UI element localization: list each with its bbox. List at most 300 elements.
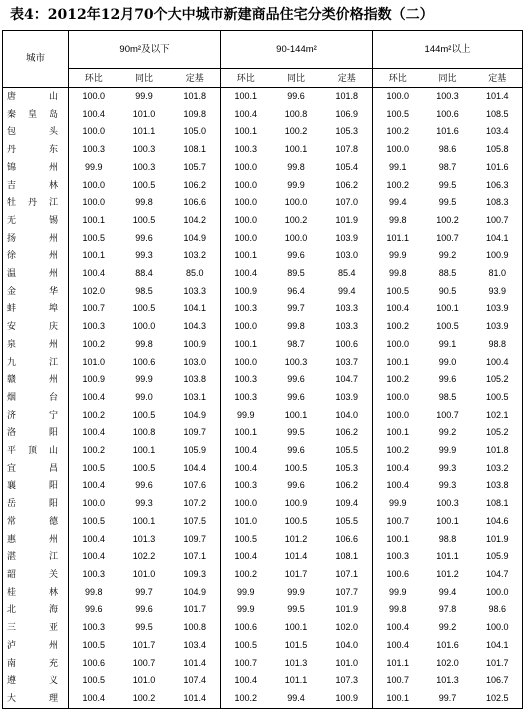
index-value: 100.9: [284, 498, 308, 509]
index-value: 100.2: [373, 123, 423, 141]
index-value: 100.9: [473, 247, 523, 265]
table-row: [3, 354, 523, 372]
table-row: [3, 230, 523, 248]
index-value: 99.7: [135, 586, 153, 597]
index-value: 100.0: [69, 177, 119, 195]
city-name: 韶关: [3, 566, 69, 584]
index-value: 100.6: [373, 566, 423, 584]
city-name: 扬州: [3, 230, 69, 248]
index-value: 105.8: [473, 141, 523, 159]
index-value: 105.5: [335, 515, 359, 526]
city-name: 遵义: [3, 672, 69, 690]
index-value: 99.5: [287, 427, 305, 438]
index-value: 99.9: [221, 584, 271, 602]
index-value: 101.4: [284, 551, 308, 562]
index-value: 100.2: [436, 214, 459, 225]
index-value: 100.2: [69, 407, 119, 425]
city-name: 襄阳: [3, 477, 69, 495]
index-value: 100.0: [69, 123, 119, 141]
index-value: 99.2: [438, 250, 457, 261]
index-value: 101.7: [183, 604, 207, 615]
index-value: 100.1: [284, 622, 308, 633]
index-value: 100.5: [69, 230, 119, 248]
index-value: 99.4: [338, 285, 356, 296]
index-value: 103.9: [335, 232, 359, 243]
city-name: 徐州: [3, 247, 69, 265]
index-value: 100.4: [373, 300, 423, 318]
city-name: 岳阳: [3, 495, 69, 513]
index-value: 103.8: [183, 374, 207, 385]
index-value: 100.7: [132, 657, 156, 668]
index-value: 98.5: [135, 285, 153, 296]
index-value: 88.5: [438, 268, 457, 279]
index-value: 100.3: [221, 141, 271, 159]
index-value: 100.4: [69, 424, 119, 442]
index-value: 104.1: [473, 230, 523, 248]
index-value: 100.5: [132, 462, 156, 473]
index-value: 100.4: [221, 106, 271, 124]
index-value: 103.4: [473, 123, 523, 141]
index-value: 100.1: [221, 336, 271, 354]
city-name: 烟台: [3, 389, 69, 407]
city-name: 北海: [3, 601, 69, 619]
index-value: 100.4: [221, 265, 271, 283]
index-value: 98.6: [438, 144, 457, 155]
index-value: 106.2: [335, 480, 359, 491]
index-value: 100.7: [436, 232, 459, 243]
index-value: 100.4: [473, 354, 523, 372]
index-value: 99.9: [373, 247, 423, 265]
index-value: 100.3: [221, 389, 271, 407]
index-value: 104.2: [183, 214, 207, 225]
index-value: 108.5: [473, 106, 523, 124]
index-value: 104.9: [183, 586, 207, 597]
index-value: 99.9: [373, 495, 423, 513]
table-row: [3, 106, 523, 124]
city-name: 洛阳: [3, 424, 69, 442]
index-value: 104.6: [473, 513, 523, 531]
index-value: 100.0: [373, 141, 423, 159]
index-value: 100.2: [373, 177, 423, 195]
index-value: 100.4: [69, 389, 119, 407]
index-value: 101.6: [436, 639, 459, 650]
index-value: 101.4: [473, 88, 523, 106]
table-row: [3, 389, 523, 407]
table-row: [3, 336, 523, 354]
table-row: [3, 318, 523, 336]
table-row: [3, 690, 523, 708]
index-value: 100.1: [221, 247, 271, 265]
index-value: 100.1: [69, 212, 119, 230]
index-value: 100.3: [436, 498, 459, 509]
index-value: 100.5: [284, 515, 308, 526]
index-value: 100.4: [221, 460, 271, 478]
index-value: 108.1: [183, 144, 207, 155]
index-value: 99.6: [287, 250, 305, 261]
index-value: 101.0: [132, 568, 156, 579]
city-name: 蚌埠: [3, 300, 69, 318]
index-value: 102.0: [69, 283, 119, 301]
index-value: 100.9: [183, 338, 207, 349]
index-value: 105.3: [335, 462, 359, 473]
index-value: 100.5: [373, 106, 423, 124]
index-value: 104.0: [335, 409, 359, 420]
table-row: [3, 601, 523, 619]
index-value: 99.8: [69, 584, 119, 602]
index-value: 101.9: [473, 531, 523, 549]
index-value: 107.0: [335, 197, 359, 208]
index-value: 105.3: [335, 126, 359, 137]
index-value: 100.1: [373, 424, 423, 442]
index-value: 103.3: [183, 285, 207, 296]
index-value: 101.1: [284, 675, 308, 686]
index-value: 100.8: [132, 427, 156, 438]
index-value: 99.9: [135, 374, 153, 385]
index-value: 99.7: [423, 690, 473, 708]
city-name: 锦州: [3, 159, 69, 177]
city-name: 桂林: [3, 584, 69, 602]
index-value: 100.6: [436, 108, 459, 119]
index-value: 100.4: [373, 477, 423, 495]
index-value: 100.0: [221, 354, 271, 372]
index-value: 100.1: [284, 144, 308, 155]
city-name: 泸州: [3, 637, 69, 655]
table-row: [3, 407, 523, 425]
metric-header-row: [3, 69, 523, 88]
index-value: 99.6: [135, 604, 153, 615]
index-value: 100.5: [373, 283, 423, 301]
table-row: [3, 655, 523, 673]
index-value: 100.5: [69, 637, 119, 655]
index-value: 85.0: [185, 268, 204, 279]
city-name: 唐山: [3, 88, 69, 106]
index-value: 100.5: [473, 389, 523, 407]
index-value: 99.9: [221, 407, 271, 425]
index-value: 102.0: [436, 657, 459, 668]
city-name: 温州: [3, 265, 69, 283]
index-value: 100.2: [69, 442, 119, 460]
index-value: 103.1: [183, 391, 207, 402]
index-value: 101.1: [373, 655, 423, 673]
index-value: 100.5: [132, 303, 156, 314]
index-value: 100.1: [373, 531, 423, 549]
index-value: 100.7: [473, 212, 523, 230]
index-value: 103.0: [335, 250, 359, 261]
index-value: 99.3: [135, 250, 153, 261]
index-value: 104.7: [473, 566, 523, 584]
city-name: 包头: [3, 123, 69, 141]
index-value: 104.1: [183, 303, 207, 314]
index-value: 100.3: [132, 144, 156, 155]
city-name: 常德: [3, 513, 69, 531]
index-value: 101.5: [284, 639, 308, 650]
index-value: 97.8: [438, 604, 457, 615]
index-value: 106.2: [335, 179, 359, 190]
index-value: 102.0: [335, 622, 359, 633]
index-value: 100.5: [221, 637, 271, 655]
index-value: 99.5: [438, 179, 457, 190]
price-index-table: [2, 30, 523, 709]
index-value: 99.9: [69, 159, 119, 177]
index-value: 100.5: [69, 513, 119, 531]
table-row: [3, 159, 523, 177]
table-row: [3, 88, 523, 106]
index-value: 100.0: [284, 197, 308, 208]
index-value: 100.0: [373, 407, 423, 425]
index-value: 107.2: [183, 498, 207, 509]
index-value: 100.2: [373, 371, 423, 389]
city-name: 金华: [3, 283, 69, 301]
index-value: 100.6: [132, 356, 156, 367]
index-value: 108.1: [335, 551, 359, 562]
index-value: 81.0: [473, 265, 523, 283]
index-value: 108.1: [473, 495, 523, 513]
index-value: 101.2: [284, 533, 308, 544]
index-value: 106.6: [183, 197, 207, 208]
index-value: 100.4: [373, 460, 423, 478]
index-value: 109.8: [183, 108, 207, 119]
index-value: 100.1: [221, 424, 271, 442]
index-value: 100.2: [221, 690, 271, 708]
index-value: 100.0: [473, 584, 523, 602]
index-value: 99.1: [373, 159, 423, 177]
table-row: [3, 442, 523, 460]
table-row: [3, 460, 523, 478]
index-value: 100.4: [373, 637, 423, 655]
index-value: 99.9: [221, 601, 271, 619]
index-value: 89.5: [287, 268, 305, 279]
table-row: [3, 637, 523, 655]
index-value: 99.6: [69, 601, 119, 619]
index-value: 98.7: [438, 161, 457, 172]
index-value: 99.5: [438, 197, 457, 208]
index-value: 100.3: [69, 318, 119, 336]
index-value: 100.4: [221, 672, 271, 690]
city-name: 丹东: [3, 141, 69, 159]
index-value: 109.7: [183, 427, 207, 438]
city-name: 无锡: [3, 212, 69, 230]
index-value: 100.0: [221, 194, 271, 212]
index-value: 100.3: [69, 566, 119, 584]
index-value: 107.4: [183, 675, 207, 686]
index-value: 103.2: [473, 460, 523, 478]
index-value: 109.3: [183, 568, 207, 579]
index-value: 101.8: [473, 442, 523, 460]
index-value: 104.9: [183, 232, 207, 243]
table-row: [3, 424, 523, 442]
city-name: 吉林: [3, 177, 69, 195]
index-value: 100.7: [373, 672, 423, 690]
index-value: 100.0: [221, 159, 271, 177]
metric-header: 定基: [322, 69, 373, 88]
table-row: [3, 177, 523, 195]
index-value: 101.3: [132, 533, 156, 544]
city-name: 赣州: [3, 371, 69, 389]
index-value: 100.3: [221, 477, 271, 495]
index-value: 99.3: [438, 462, 457, 473]
index-value: 99.1: [438, 338, 457, 349]
index-value: 105.2: [473, 424, 523, 442]
index-value: 99.8: [373, 601, 423, 619]
index-value: 103.3: [335, 303, 359, 314]
table-row: [3, 495, 523, 513]
city-name: 宜昌: [3, 460, 69, 478]
index-value: 100.1: [221, 123, 271, 141]
index-value: 98.8: [473, 336, 523, 354]
index-value: 100.9: [221, 283, 271, 301]
index-value: 105.0: [183, 126, 207, 137]
table-row: [3, 619, 523, 637]
table-row: [3, 212, 523, 230]
index-value: 103.3: [335, 321, 359, 332]
index-value: 101.0: [132, 108, 156, 119]
table-title: 表4：2012年12月70个大中城市新建商品住宅分类价格指数（二）: [10, 7, 434, 23]
index-value: 101.0: [221, 513, 271, 531]
index-value: 103.9: [335, 391, 359, 402]
index-value: 104.0: [335, 639, 359, 650]
index-value: 88.4: [135, 268, 153, 279]
city-name: 泉州: [3, 336, 69, 354]
index-value: 100.0: [132, 321, 156, 332]
index-value: 100.5: [69, 672, 119, 690]
index-value: 100.5: [436, 321, 459, 332]
index-value: 100.5: [284, 462, 308, 473]
city-column-header: 城市: [3, 31, 69, 88]
index-value: 101.3: [284, 657, 308, 668]
index-value: 99.6: [287, 391, 305, 402]
index-value: 101.4: [170, 690, 221, 708]
index-value: 101.7: [132, 639, 156, 650]
index-value: 105.9: [183, 445, 207, 456]
index-value: 106.3: [473, 177, 523, 195]
index-value: 100.1: [132, 515, 156, 526]
index-value: 100.7: [373, 513, 423, 531]
index-value: 100.2: [373, 318, 423, 336]
index-value: 100.0: [221, 230, 271, 248]
index-value: 100.8: [284, 108, 308, 119]
index-value: 100.1: [436, 515, 459, 526]
index-value: 101.2: [436, 568, 459, 579]
index-value: 104.9: [183, 409, 207, 420]
metric-header: 定基: [170, 69, 221, 88]
index-value: 104.1: [473, 637, 523, 655]
index-value: 99.9: [438, 445, 457, 456]
index-value: 99.9: [287, 179, 305, 190]
index-value: 100.0: [221, 212, 271, 230]
index-value: 100.6: [335, 338, 359, 349]
index-value: 99.8: [135, 197, 153, 208]
index-value: 107.1: [335, 568, 359, 579]
index-value: 101.8: [335, 91, 359, 101]
index-value: 103.8: [473, 477, 523, 495]
index-value: 100.7: [436, 409, 459, 420]
index-value: 101.0: [69, 354, 119, 372]
metric-header: 同比: [271, 69, 322, 88]
index-value: 100.2: [69, 336, 119, 354]
index-value: 100.6: [221, 619, 271, 637]
index-value: 100.4: [69, 265, 119, 283]
index-value: 99.0: [135, 391, 153, 402]
index-value: 100.3: [132, 161, 156, 172]
index-value: 85.4: [338, 268, 356, 279]
index-value: 105.9: [473, 548, 523, 566]
index-value: 109.7: [183, 533, 207, 544]
index-value: 100.7: [69, 300, 119, 318]
index-value: 99.4: [438, 586, 457, 597]
index-value: 107.3: [335, 675, 359, 686]
index-value: 107.5: [183, 515, 207, 526]
index-value: 100.0: [221, 495, 271, 513]
index-value: 99.6: [135, 232, 153, 243]
index-value: 98.8: [438, 533, 457, 544]
index-value: 102.5: [473, 690, 523, 708]
metric-header: 环比: [221, 69, 271, 88]
index-value: 100.3: [69, 141, 119, 159]
index-value: 100.0: [373, 336, 423, 354]
index-value: 101.0: [132, 675, 156, 686]
index-value: 100.6: [69, 655, 119, 673]
group-header-medium: 90-144m²: [221, 31, 373, 69]
index-value: 104.3: [183, 321, 207, 332]
index-value: 100.4: [221, 442, 271, 460]
index-value: 106.7: [473, 672, 523, 690]
city-name: 平顶山: [3, 442, 69, 460]
index-value: 100.3: [373, 548, 423, 566]
table-row: [3, 566, 523, 584]
index-value: 109.4: [335, 498, 359, 509]
index-value: 99.3: [135, 498, 153, 509]
city-name: 湛江: [3, 548, 69, 566]
table-row: [3, 531, 523, 549]
index-value: 100.0: [473, 619, 523, 637]
index-value: 103.9: [473, 300, 523, 318]
index-value: 99.5: [135, 622, 153, 633]
index-value: 101.7: [473, 655, 523, 673]
table-row: [3, 265, 523, 283]
metric-header: 环比: [373, 69, 423, 88]
index-value: 107.1: [183, 551, 207, 562]
index-value: 99.9: [373, 584, 423, 602]
index-value: 100.0: [69, 88, 119, 106]
index-value: 100.1: [284, 409, 308, 420]
index-value: 101.1: [132, 126, 156, 137]
index-value: 99.6: [287, 480, 305, 491]
index-value: 99.6: [287, 91, 305, 101]
index-value: 100.5: [132, 214, 156, 225]
group-header-large: 144m²以上: [373, 31, 523, 69]
index-value: 100.4: [221, 548, 271, 566]
index-value: 101.7: [284, 568, 308, 579]
index-value: 99.7: [287, 303, 305, 314]
table-row: [3, 123, 523, 141]
index-value: 100.9: [69, 371, 119, 389]
city-name: 秦皇岛: [3, 106, 69, 124]
index-value: 99.8: [373, 265, 423, 283]
index-value: 100.3: [221, 371, 271, 389]
metric-header: 定基: [473, 69, 523, 88]
index-value: 102.2: [132, 551, 156, 562]
index-value: 99.6: [438, 374, 457, 385]
index-value: 101.3: [436, 675, 459, 686]
table-row: [3, 477, 523, 495]
index-value: 98.6: [473, 601, 523, 619]
table-row: [3, 141, 523, 159]
index-value: 99.0: [438, 356, 457, 367]
city-name: 三亚: [3, 619, 69, 637]
city-name: 惠州: [3, 531, 69, 549]
index-value: 103.4: [183, 639, 207, 650]
index-value: 105.2: [473, 371, 523, 389]
